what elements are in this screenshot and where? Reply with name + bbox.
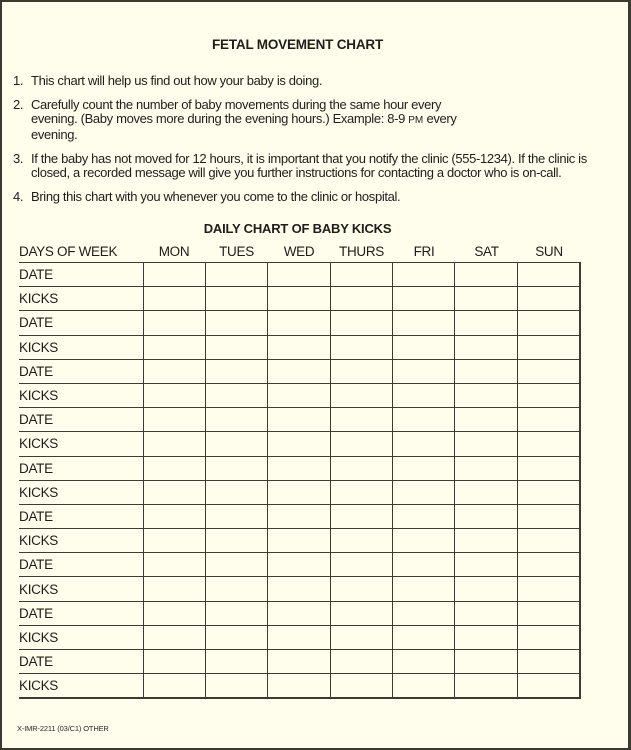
header-day-tues: TUES [219, 244, 254, 259]
instruction-item [13, 190, 628, 204]
date-cell-sun[interactable] [517, 553, 580, 577]
kicks-cell-sun[interactable] [517, 480, 580, 504]
kicks-cell-sun[interactable] [517, 529, 580, 553]
date-row [19, 650, 580, 674]
kicks-cell-thurs[interactable] [330, 383, 392, 407]
kicks-cell-fri[interactable] [392, 625, 454, 649]
date-cell-mon[interactable] [143, 456, 205, 480]
header-day-mon: MON [158, 244, 190, 259]
kicks-cell-tues[interactable] [205, 335, 267, 359]
date-cell-sun[interactable] [517, 408, 580, 432]
chart-header-row [19, 244, 581, 262]
kicks-cell-tues[interactable] [205, 287, 267, 311]
kicks-cell-thurs[interactable] [330, 480, 392, 504]
row-label: KICKS [19, 625, 143, 649]
kicks-row [19, 287, 580, 311]
header-day-wed: WED [283, 244, 315, 259]
kicks-cell-sat[interactable] [455, 529, 517, 553]
kicks-cell-wed[interactable] [268, 480, 330, 504]
kicks-table [19, 262, 581, 699]
kicks-cell-mon[interactable] [143, 287, 205, 311]
kicks-cell-tues[interactable] [205, 383, 267, 407]
date-cell-sun[interactable] [517, 359, 580, 383]
kicks-row [19, 480, 580, 504]
instruction-text-after: every evening. [31, 111, 457, 143]
kicks-cell-sat[interactable] [455, 480, 517, 504]
date-cell-wed[interactable] [268, 650, 330, 674]
kicks-cell-thurs[interactable] [330, 287, 392, 311]
row-label: DATE [19, 601, 143, 625]
instruction-number: 1. [13, 73, 24, 88]
date-cell-thurs[interactable] [330, 408, 392, 432]
kicks-cell-fri[interactable] [392, 577, 454, 601]
date-cell-sat[interactable] [455, 359, 517, 383]
date-cell-fri[interactable] [392, 650, 454, 674]
kicks-cell-thurs[interactable] [330, 577, 392, 601]
kicks-cell-tues[interactable] [205, 529, 267, 553]
row-label: DATE [19, 263, 143, 287]
kicks-cell-thurs[interactable] [330, 625, 392, 649]
date-cell-fri[interactable] [392, 311, 454, 335]
row-label: DATE [19, 650, 143, 674]
instruction-number: 2. [13, 96, 24, 112]
date-row [19, 553, 580, 577]
row-label: KICKS [19, 335, 143, 359]
kicks-cell-mon[interactable] [143, 480, 205, 504]
date-cell-wed[interactable] [268, 601, 330, 625]
date-cell-mon[interactable] [143, 311, 205, 335]
row-label: DATE [19, 408, 143, 432]
date-cell-tues[interactable] [205, 553, 267, 577]
date-cell-thurs[interactable] [330, 359, 392, 383]
date-cell-tues[interactable] [205, 504, 267, 528]
header-day-sun: SUN [535, 244, 563, 259]
instruction-item [13, 74, 628, 88]
row-label: KICKS [19, 480, 143, 504]
instruction-item [13, 98, 466, 143]
header-day-fri: FRI [413, 244, 435, 259]
kicks-cell-wed[interactable] [268, 335, 330, 359]
kicks-cell-wed[interactable] [268, 577, 330, 601]
kicks-cell-fri[interactable] [392, 383, 454, 407]
form-code: X-IMR-2211 (03/C1) OTHER [17, 724, 109, 733]
date-cell-fri[interactable] [392, 263, 454, 287]
date-cell-thurs[interactable] [330, 263, 392, 287]
date-cell-mon[interactable] [143, 650, 205, 674]
row-label: DATE [19, 504, 143, 528]
kicks-cell-sat[interactable] [455, 287, 517, 311]
date-cell-sun[interactable] [517, 263, 580, 287]
date-row [19, 504, 580, 528]
kicks-cell-tues[interactable] [205, 577, 267, 601]
date-cell-tues[interactable] [205, 456, 267, 480]
kicks-cell-sun[interactable] [517, 577, 580, 601]
header-day-thurs: THURS [339, 244, 384, 259]
kicks-cell-sun[interactable] [517, 287, 580, 311]
date-cell-sat[interactable] [455, 504, 517, 528]
kicks-cell-sat[interactable] [455, 383, 517, 407]
kicks-cell-sun[interactable] [517, 335, 580, 359]
date-cell-thurs[interactable] [330, 311, 392, 335]
kicks-row [19, 432, 580, 456]
row-label: KICKS [19, 577, 143, 601]
date-row [19, 359, 580, 383]
row-label: KICKS [19, 383, 143, 407]
row-label: DATE [19, 359, 143, 383]
chart-subtitle: DAILY CHART OF BABY KICKS [203, 221, 392, 236]
kicks-cell-sun[interactable] [517, 625, 580, 649]
date-cell-fri[interactable] [392, 553, 454, 577]
date-cell-sun[interactable] [517, 311, 580, 335]
row-label: KICKS [19, 529, 143, 553]
date-row [19, 601, 580, 625]
kicks-cell-fri[interactable] [392, 529, 454, 553]
kicks-cell-sun[interactable] [517, 383, 580, 407]
date-row [19, 311, 580, 335]
row-label: KICKS [19, 674, 143, 699]
date-cell-wed[interactable] [268, 553, 330, 577]
kicks-cell-fri[interactable] [392, 432, 454, 456]
kicks-cell-mon[interactable] [143, 335, 205, 359]
date-cell-sat[interactable] [455, 311, 517, 335]
kicks-cell-wed[interactable] [268, 432, 330, 456]
kicks-cell-thurs[interactable] [330, 529, 392, 553]
date-cell-thurs[interactable] [330, 504, 392, 528]
instruction-text: This chart will help us find out how your baby is doing. [31, 73, 323, 88]
kicks-cell-tues[interactable] [205, 480, 267, 504]
row-label: KICKS [19, 287, 143, 311]
kicks-cell-sat[interactable] [455, 674, 517, 699]
date-cell-mon[interactable] [143, 408, 205, 432]
date-cell-fri[interactable] [392, 504, 454, 528]
date-row [19, 263, 580, 287]
date-cell-wed[interactable] [268, 504, 330, 528]
kicks-cell-wed[interactable] [268, 529, 330, 553]
date-cell-mon[interactable] [143, 601, 205, 625]
date-cell-mon[interactable] [143, 504, 205, 528]
kicks-cell-wed[interactable] [268, 383, 330, 407]
kicks-row [19, 335, 580, 359]
kicks-row [19, 625, 580, 649]
date-cell-fri[interactable] [392, 601, 454, 625]
kicks-cell-sun[interactable] [517, 674, 580, 699]
kicks-cell-thurs[interactable] [330, 432, 392, 456]
date-cell-sat[interactable] [455, 263, 517, 287]
instructions-list [13, 74, 628, 205]
kicks-cell-wed[interactable] [268, 674, 330, 699]
date-cell-tues[interactable] [205, 311, 267, 335]
date-cell-wed[interactable] [268, 311, 330, 335]
date-cell-wed[interactable] [268, 456, 330, 480]
kicks-cell-mon[interactable] [143, 529, 205, 553]
kicks-row [19, 383, 580, 407]
kicks-cell-thurs[interactable] [330, 335, 392, 359]
date-cell-thurs[interactable] [330, 650, 392, 674]
date-cell-tues[interactable] [205, 650, 267, 674]
row-label: DATE [19, 456, 143, 480]
date-cell-wed[interactable] [268, 263, 330, 287]
row-label: DATE [19, 311, 143, 335]
date-cell-mon[interactable] [143, 553, 205, 577]
date-cell-sun[interactable] [517, 456, 580, 480]
kicks-row [19, 674, 580, 699]
date-cell-sun[interactable] [517, 601, 580, 625]
row-label: KICKS [19, 432, 143, 456]
instruction-number: 4. [13, 189, 24, 205]
kicks-cell-mon[interactable] [143, 674, 205, 699]
kicks-cell-fri[interactable] [392, 287, 454, 311]
instruction-text: If the baby has not moved for 12 hours, it is important that you notify the clinic (555-1234). If the clinic is closed, a recorded message will give you further instructions for contacting a doctor who is on-call. [31, 151, 587, 181]
kicks-cell-tues[interactable] [205, 674, 267, 699]
kicks-cell-fri[interactable] [392, 480, 454, 504]
date-cell-sat[interactable] [455, 553, 517, 577]
date-cell-wed[interactable] [268, 408, 330, 432]
date-cell-wed[interactable] [268, 359, 330, 383]
kicks-cell-mon[interactable] [143, 577, 205, 601]
date-cell-sat[interactable] [455, 650, 517, 674]
kicks-cell-sun[interactable] [517, 432, 580, 456]
kicks-cell-mon[interactable] [143, 625, 205, 649]
date-row [19, 408, 580, 432]
kicks-cell-sat[interactable] [455, 432, 517, 456]
date-cell-tues[interactable] [205, 263, 267, 287]
date-cell-fri[interactable] [392, 408, 454, 432]
instruction-number: 3. [13, 151, 24, 167]
instruction-smallcaps: PM [408, 115, 424, 127]
kicks-cell-sat[interactable] [455, 335, 517, 359]
kicks-cell-wed[interactable] [268, 287, 330, 311]
date-row [19, 456, 580, 480]
kicks-cell-fri[interactable] [392, 335, 454, 359]
date-cell-tues[interactable] [205, 408, 267, 432]
date-cell-tues[interactable] [205, 601, 267, 625]
date-cell-sat[interactable] [455, 408, 517, 432]
kicks-cell-sat[interactable] [455, 577, 517, 601]
kicks-row [19, 529, 580, 553]
row-label: DATE [19, 553, 143, 577]
date-cell-tues[interactable] [205, 359, 267, 383]
kicks-cell-wed[interactable] [268, 625, 330, 649]
kicks-cell-tues[interactable] [205, 432, 267, 456]
date-cell-mon[interactable] [143, 263, 205, 287]
kicks-cell-sat[interactable] [455, 625, 517, 649]
date-cell-mon[interactable] [143, 359, 205, 383]
header-days-of-week: DAYS OF WEEK [19, 244, 118, 259]
kicks-cell-mon[interactable] [143, 432, 205, 456]
instruction-text: Bring this chart with you whenever you come to the clinic or hospital. [31, 189, 401, 205]
date-cell-thurs[interactable] [330, 456, 392, 480]
kicks-cell-mon[interactable] [143, 383, 205, 407]
date-cell-fri[interactable] [392, 359, 454, 383]
kicks-cell-fri[interactable] [392, 674, 454, 699]
kicks-cell-tues[interactable] [205, 625, 267, 649]
form-title: FETAL MOVEMENT CHART [212, 37, 383, 52]
date-cell-fri[interactable] [392, 456, 454, 480]
header-day-sat: SAT [474, 244, 499, 259]
date-cell-thurs[interactable] [330, 553, 392, 577]
date-cell-sat[interactable] [455, 456, 517, 480]
kicks-cell-thurs[interactable] [330, 674, 392, 699]
date-cell-sat[interactable] [455, 601, 517, 625]
kicks-row [19, 577, 580, 601]
instruction-item [13, 152, 628, 181]
date-cell-sun[interactable] [517, 504, 580, 528]
date-cell-thurs[interactable] [330, 601, 392, 625]
date-cell-sun[interactable] [517, 650, 580, 674]
instruction-text: Carefully count the number of baby movements during the same hour every evening. (Baby moves more during the evening hours.) Example: 8-9 [31, 96, 442, 127]
